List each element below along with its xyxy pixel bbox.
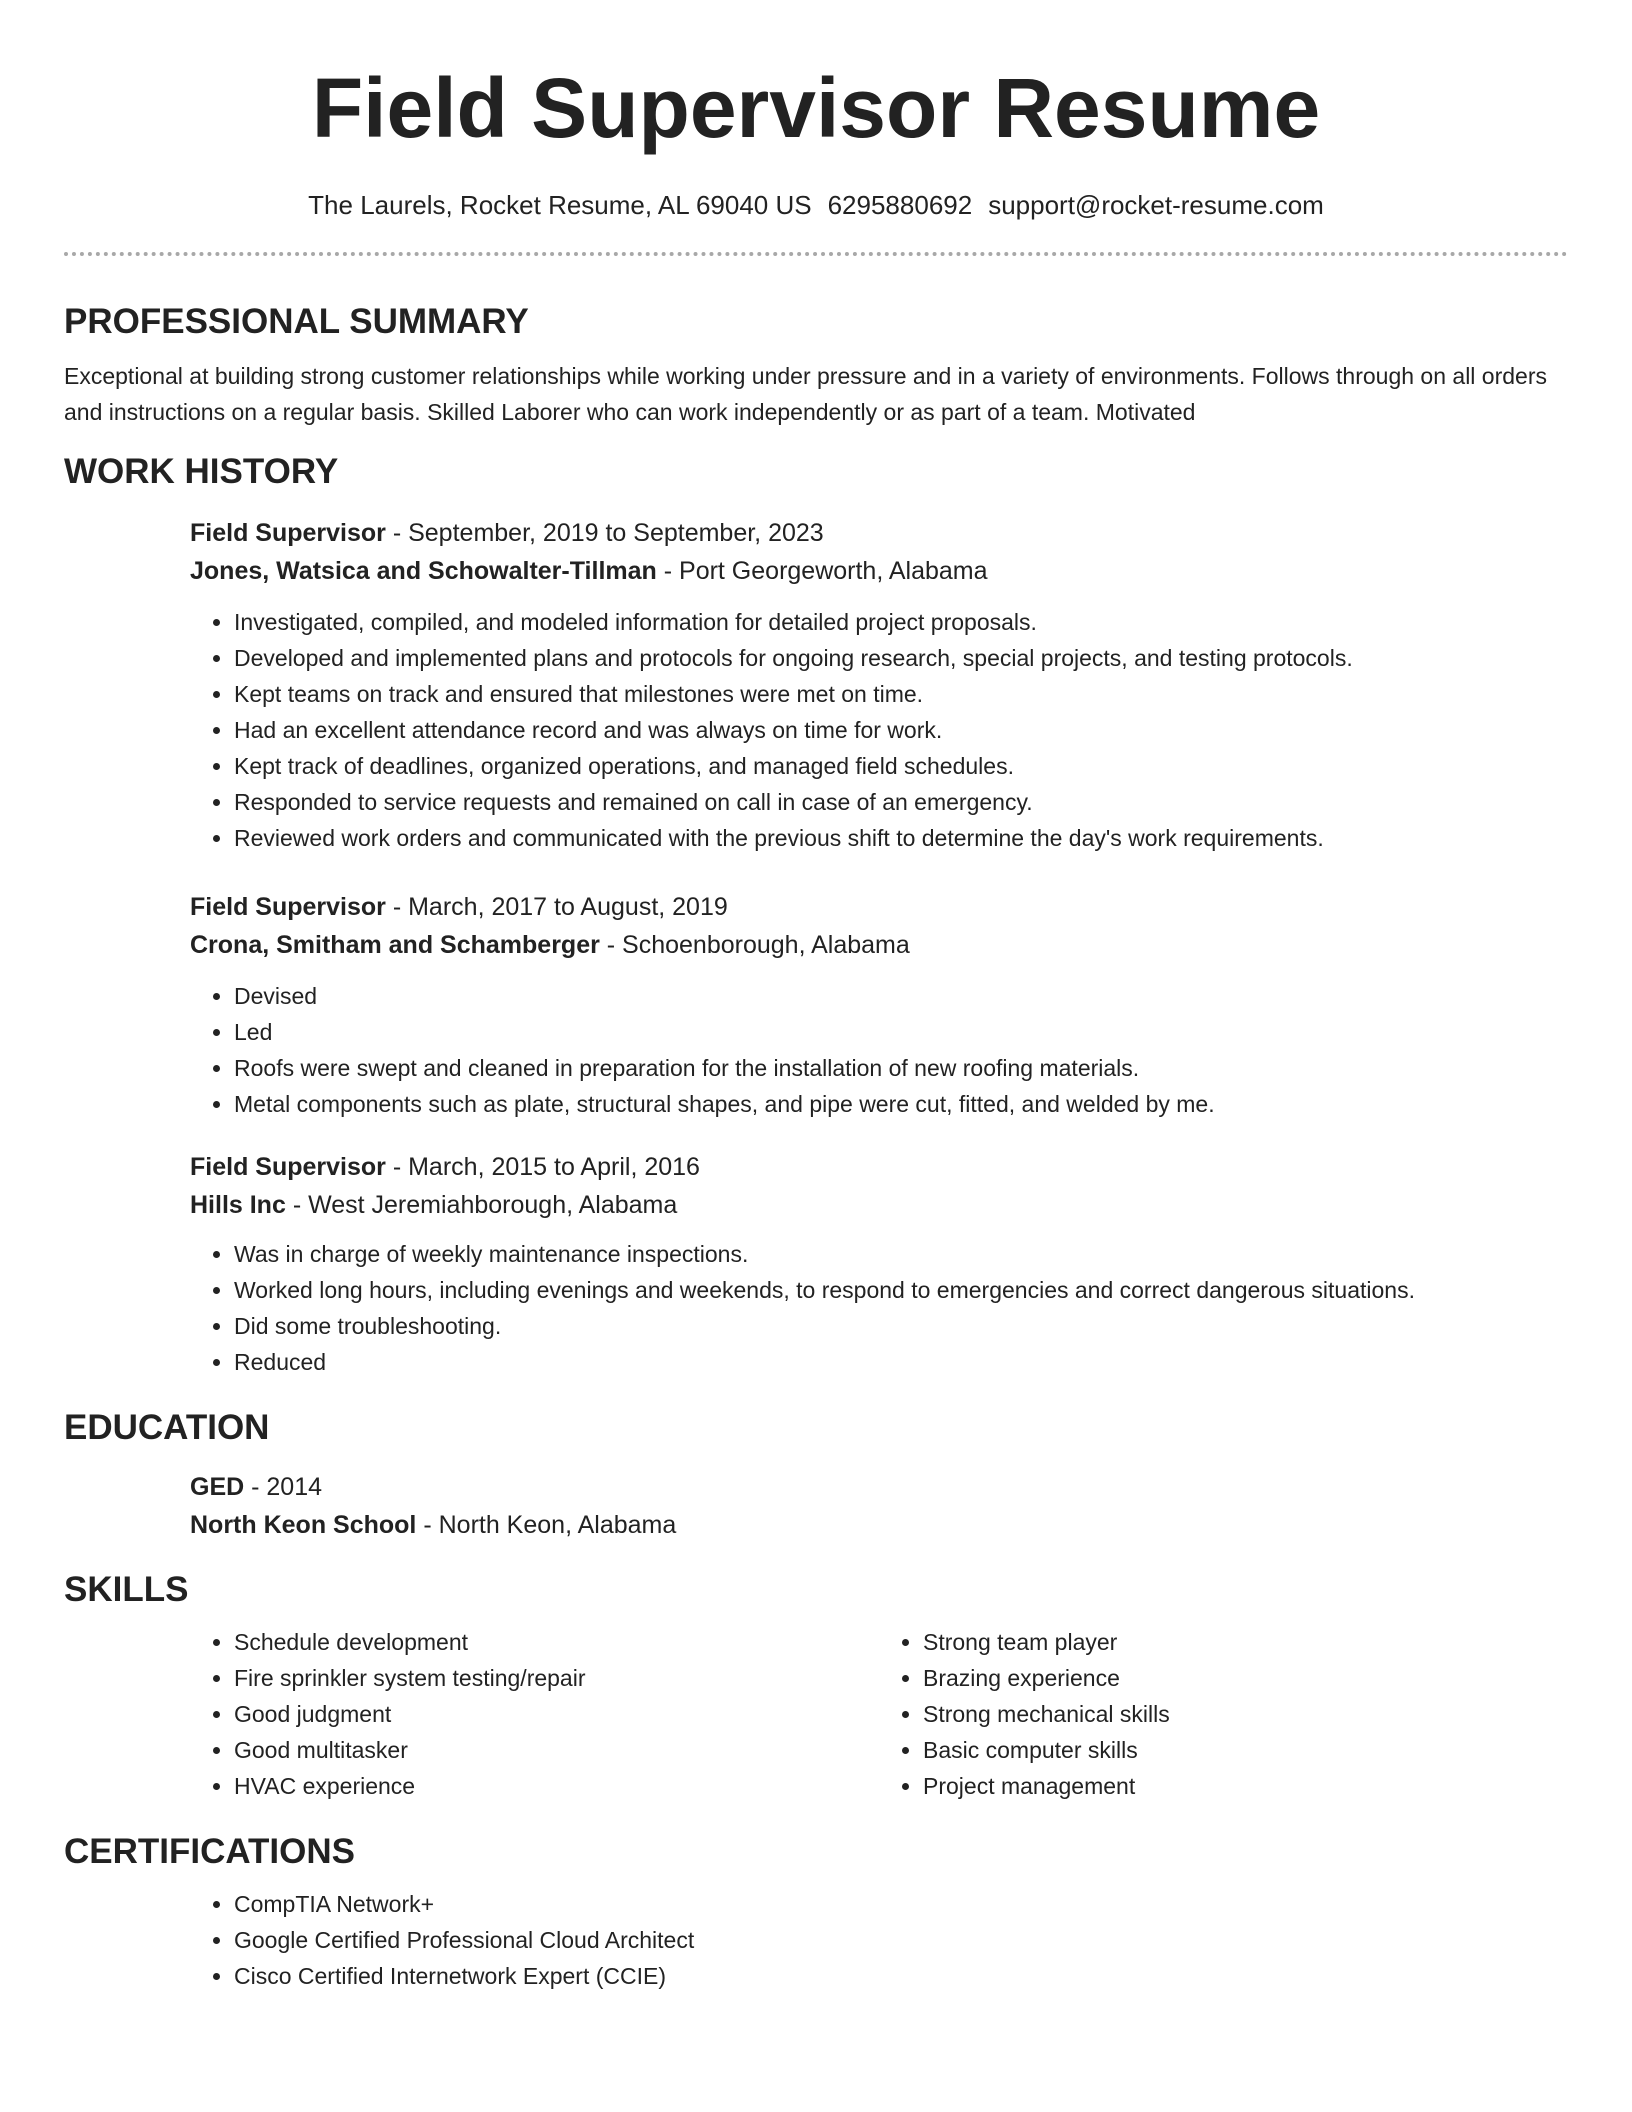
education-year: - 2014 xyxy=(244,1473,323,1501)
list-item: • Roofs were swept and cleaned in preparation for the installation of new roofing materials. xyxy=(234,1050,1568,1086)
education-entry xyxy=(190,1468,1568,1544)
job-company-line xyxy=(190,1186,1568,1224)
list-item: • Reviewed work orders and communicated with the previous shift to determine the day's work requirements. xyxy=(234,820,1568,856)
job-location: - Schoenborough, Alabama xyxy=(599,931,910,959)
education-location: - North Keon, Alabama xyxy=(416,1511,677,1539)
job-dates: - March, 2017 to August, 2019 xyxy=(385,893,728,921)
list-item: • Was in charge of weekly maintenance inspections. xyxy=(234,1236,1568,1272)
skill-item: • Good multitasker xyxy=(234,1732,879,1768)
education-school-line xyxy=(190,1506,1568,1544)
skills-columns xyxy=(190,1624,1568,1804)
skill-item: • Strong team player xyxy=(923,1624,1568,1660)
certification-item: • Google Certified Professional Cloud Architect xyxy=(234,1922,1568,1958)
header-divider xyxy=(64,252,1568,256)
list-item: • Responded to service requests and remained on call in case of an emergency. xyxy=(234,784,1568,820)
education-heading: EDUCATION xyxy=(64,1408,270,1447)
skill-item: • Schedule development xyxy=(234,1624,879,1660)
job-bullets xyxy=(190,1236,1568,1380)
education-degree: GED xyxy=(190,1473,245,1501)
list-item: • Metal components such as plate, structural shapes, and pipe were cut, fitted, and welded by me. xyxy=(234,1086,1568,1122)
job-entry xyxy=(190,514,1568,856)
list-item: • Led xyxy=(234,1014,1568,1050)
list-item: • Developed and implemented plans and protocols for ongoing research, special projects, and testing protocols. xyxy=(234,640,1568,676)
job-company: Hills Inc xyxy=(190,1191,286,1219)
education-degree-line xyxy=(190,1468,1568,1506)
job-company: Crona, Smitham and Schamberger xyxy=(190,931,600,959)
certification-item: • CompTIA Network+ xyxy=(234,1886,1568,1922)
list-item: • Worked long hours, including evenings and weekends, to respond to emergencies and correct dangerous situations. xyxy=(234,1272,1568,1308)
summary-heading: PROFESSIONAL SUMMARY xyxy=(64,302,529,341)
contact-email: support@rocket-resume.com xyxy=(988,190,1324,220)
list-item: • Reduced xyxy=(234,1344,1568,1380)
list-item: • Kept track of deadlines, organized operations, and managed field schedules. xyxy=(234,748,1568,784)
list-item: • Kept teams on track and ensured that milestones were met on time. xyxy=(234,676,1568,712)
list-item: • Devised xyxy=(234,978,1568,1014)
summary-text: Exceptional at building strong customer relationships while working under pressure and in a variety of environments. Follows through on all orders and instructions on a regular basis. Skilled Laborer who can work independently or as part of a team. Motivated xyxy=(64,363,1547,425)
job-title-line xyxy=(190,1148,1568,1186)
list-item: • Did some troubleshooting. xyxy=(234,1308,1568,1344)
job-title-line xyxy=(190,888,1568,926)
job-company: Jones, Watsica and Schowalter-Tillman xyxy=(190,557,657,585)
skill-item: • HVAC experience xyxy=(234,1768,879,1804)
contact-phone: 6295880692 xyxy=(827,190,973,220)
job-location: - West Jeremiahborough, Alabama xyxy=(285,1191,678,1219)
contact-address: The Laurels, Rocket Resume, AL 69040 US xyxy=(308,190,812,220)
job-entry xyxy=(190,1148,1568,1380)
certifications-heading: CERTIFICATIONS xyxy=(64,1832,356,1871)
education-school: North Keon School xyxy=(190,1511,417,1539)
skill-item: • Basic computer skills xyxy=(923,1732,1568,1768)
certification-item: • Cisco Certified Internetwork Expert (CCIE) xyxy=(234,1958,1568,1994)
job-bullets xyxy=(190,978,1568,1122)
contact-line xyxy=(64,188,1568,222)
certifications-list xyxy=(190,1886,1568,1994)
job-dates: - September, 2019 to September, 2023 xyxy=(385,519,824,547)
job-company-line xyxy=(190,552,1568,590)
skill-item: • Good judgment xyxy=(234,1696,879,1732)
skill-item: • Project management xyxy=(923,1768,1568,1804)
job-company-line xyxy=(190,926,1568,964)
skill-item: • Strong mechanical skills xyxy=(923,1696,1568,1732)
skill-item: • Fire sprinkler system testing/repair xyxy=(234,1660,879,1696)
work-history-heading: WORK HISTORY xyxy=(64,452,339,491)
job-title: Field Supervisor xyxy=(190,519,386,547)
job-bullets xyxy=(190,604,1568,856)
job-entry xyxy=(190,888,1568,1122)
skills-heading: SKILLS xyxy=(64,1570,189,1609)
skills-list-right xyxy=(879,1624,1568,1804)
job-dates: - March, 2015 to April, 2016 xyxy=(385,1153,700,1181)
skills-list-left xyxy=(190,1624,879,1804)
job-location: - Port Georgeworth, Alabama xyxy=(656,557,988,585)
certifications-entry xyxy=(190,1886,1568,1994)
job-title: Field Supervisor xyxy=(190,1153,386,1181)
page-title: Field Supervisor Resume xyxy=(311,61,1321,155)
list-item: • Investigated, compiled, and modeled information for detailed project proposals. xyxy=(234,604,1568,640)
job-title-line xyxy=(190,514,1568,552)
job-title: Field Supervisor xyxy=(190,893,386,921)
list-item: • Had an excellent attendance record and was always on time for work. xyxy=(234,712,1568,748)
skill-item: • Brazing experience xyxy=(923,1660,1568,1696)
